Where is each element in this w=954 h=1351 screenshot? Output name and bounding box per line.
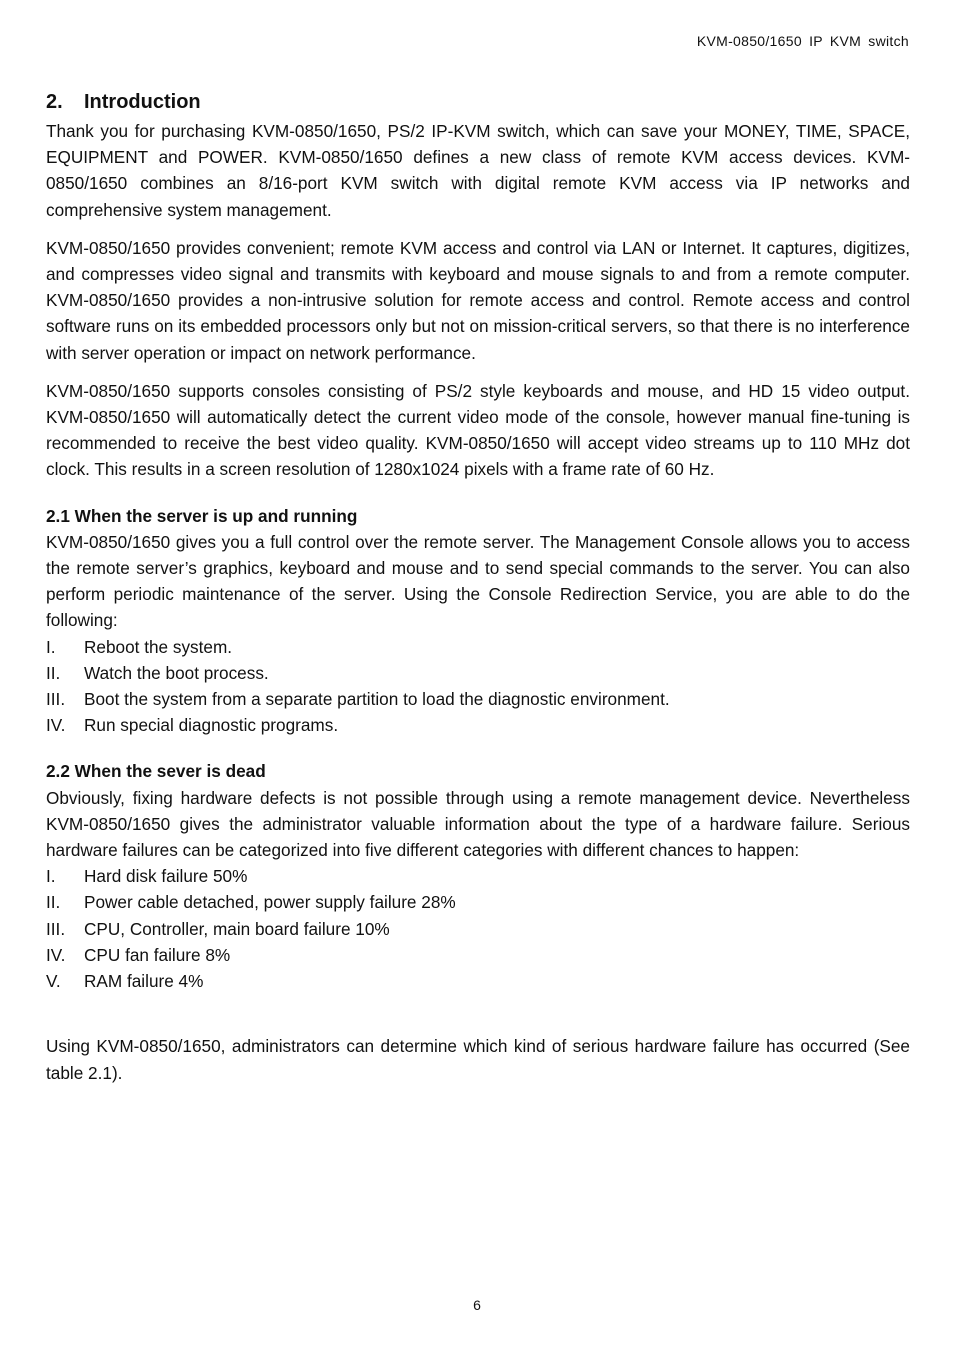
closing-paragraph: Using KVM-0850/1650, administrators can determine which kind of serious hardware failure has occurred (See table 2.1). xyxy=(46,1036,910,1083)
list-item: II. Power cable detached, power supply failure 28% xyxy=(46,892,456,913)
intro-paragraph-2: KVM-0850/1650 provides convenient; remote KVM access and control via LAN or Internet. It captures, digitizes, and compresses video signal and transmits with keyboard and mouse signals to and from a remote computer. KVM-0850/1650 provides a non-intrusive solution for remote access and control. Remote access and control software runs on its embedded processors only but not on mission-critical servers, so that there is no interference with server operation or impact on network performance. xyxy=(46,237,910,363)
document-body xyxy=(46,88,910,1086)
section-title: Introduction xyxy=(84,91,201,113)
running-header: KVM-0850/1650 IP KVM switch xyxy=(696,33,909,49)
intro-paragraph-1: Thank you for purchasing KVM-0850/1650, PS/2 IP-KVM switch, which can save your MONEY, TIME, SPACE, EQUIPMENT and POWER. KVM-0850/1650 defines a new class of remote KVM access devices. KVM-0850/1650 combines an 8/16-port KVM switch with digital remote KVM access via IP networks and comprehensive system management. xyxy=(46,121,910,220)
subsection-heading-2-2: 2.2 When the sever is dead xyxy=(46,761,266,782)
page-number: 6 xyxy=(473,1297,481,1313)
list-item: I. Reboot the system. xyxy=(46,636,233,657)
subsection-heading-2-1: 2.1 When the server is up and running xyxy=(46,505,358,526)
intro-paragraph-3: KVM-0850/1650 supports consoles consisting of PS/2 style keyboards and mouse, and HD 15 video output. KVM-0850/1650 will automatically detect the current video mode of the console, however manual fine-tuning is recommended to receive the best video quality. KVM-0850/1650 will accept video streams up to 110 MHz dot clock. This results in a screen resolution of 1280x1024 pixels with a frame rate of 60 Hz. xyxy=(46,380,910,480)
list-item: III. Boot the system from a separate partition to load the diagnostic environment. xyxy=(46,689,670,710)
section-number: 2. xyxy=(46,91,63,113)
list-item: II. Watch the boot process. xyxy=(46,662,269,683)
list-item: IV. CPU fan failure 8% xyxy=(46,944,231,965)
subsection-2-1-paragraph: KVM-0850/1650 gives you a full control over the remote server. The Management Console allows you to access the remote server’s graphics, keyboard and mouse and to send special commands to the server. You can also perform periodic maintenance of the server. Using the Console Redirection Service, you are able to do the following: xyxy=(46,531,910,631)
spacer xyxy=(46,994,910,1033)
console-redirection-list xyxy=(46,634,910,739)
section-heading-introduction xyxy=(46,88,910,116)
list-item: III. CPU, Controller, main board failure 10% xyxy=(46,918,390,939)
hardware-failure-list xyxy=(46,863,910,994)
subsection-2-2-paragraph: Obviously, fixing hardware defects is not possible through using a remote management device. Nevertheless KVM-0850/1650 gives the administrator valuable information about the type of a hardware failure. Serious hardware failures can be categorized into five different categories with different chances to happen: xyxy=(46,787,910,861)
list-item: V. RAM failure 4% xyxy=(46,971,204,992)
list-item: IV. Run special diagnostic programs. xyxy=(46,715,339,736)
list-item: I. Hard disk failure 50% xyxy=(46,866,248,887)
